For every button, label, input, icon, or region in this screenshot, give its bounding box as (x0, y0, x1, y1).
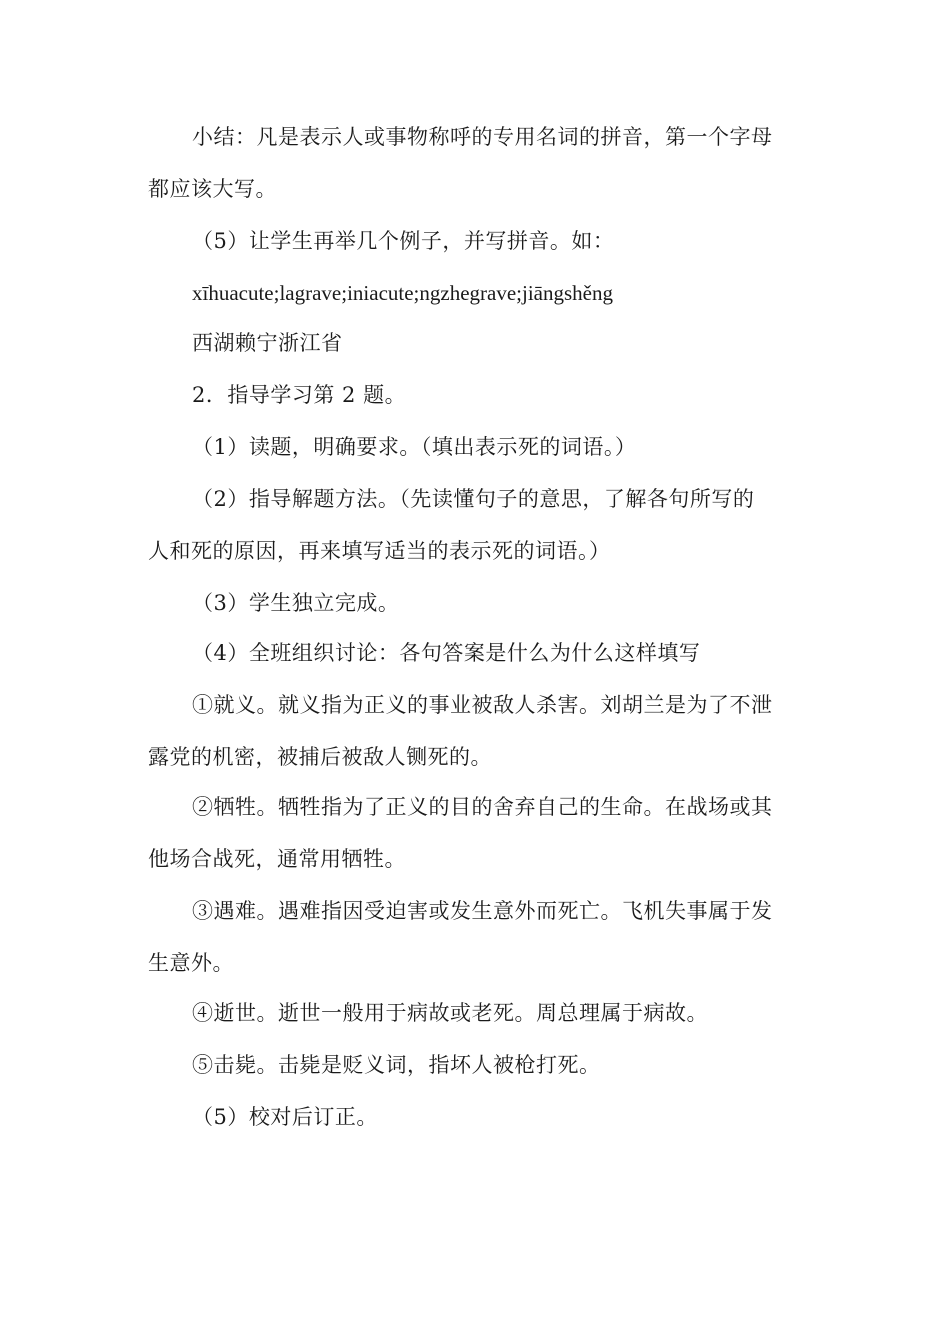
place-names-line: 西湖赖宁浙江省 (192, 331, 343, 355)
pinyin-example-line: xīhuacute;lagrave;iniacute;ngzhegrave;jiāngshěng (192, 281, 613, 305)
answer-5-line: ⑤击毙。击毙是贬义词，指坏人被枪打死。 (192, 1053, 601, 1077)
answer-4-line: ④逝世。逝世一般用于病故或老死。周总理属于病故。 (192, 1001, 708, 1025)
section-2-heading: 2．指导学习第 2 题。 (192, 383, 407, 407)
answer-2-line-2: 他场合战死，通常用牺牲。 (148, 847, 406, 871)
answer-3-line-1: ③遇难。遇难指因受迫害或发生意外而死亡。飞机失事属于发 (192, 899, 773, 923)
step-1-line: （1）读题，明确要求。（填出表示死的词语。） (192, 435, 637, 459)
answer-3-line-2: 生意外。 (148, 951, 234, 975)
step-2-line-2: 人和死的原因，再来填写适当的表示死的词语。） (148, 539, 611, 563)
summary-line-1: 小结：凡是表示人或事物称呼的专用名词的拼音，第一个字母 (192, 125, 773, 149)
step-2-line-1: （2）指导解题方法。（先读懂句子的意思，了解各句所写的 (192, 487, 755, 511)
step-3-line: （3）学生独立完成。 (192, 591, 400, 615)
answer-2-line-1: ②牺牲。牺牲指为了正义的目的舍弃自己的生命。在战场或其 (192, 795, 773, 819)
answer-1-line-1: ①就义。就义指为正义的事业被敌人杀害。刘胡兰是为了不泄 (192, 693, 773, 717)
step-5-examples: （5）让学生再举几个例子，并写拼音。如： (192, 229, 615, 253)
summary-line-2: 都应该大写。 (148, 177, 277, 201)
step-5-correction-line: （5）校对后订正。 (192, 1105, 378, 1129)
answer-1-line-2: 露党的机密，被捕后被敌人铡死的。 (148, 745, 492, 769)
step-4-line: （4）全班组织讨论：各句答案是什么为什么这样填写 (192, 641, 701, 665)
